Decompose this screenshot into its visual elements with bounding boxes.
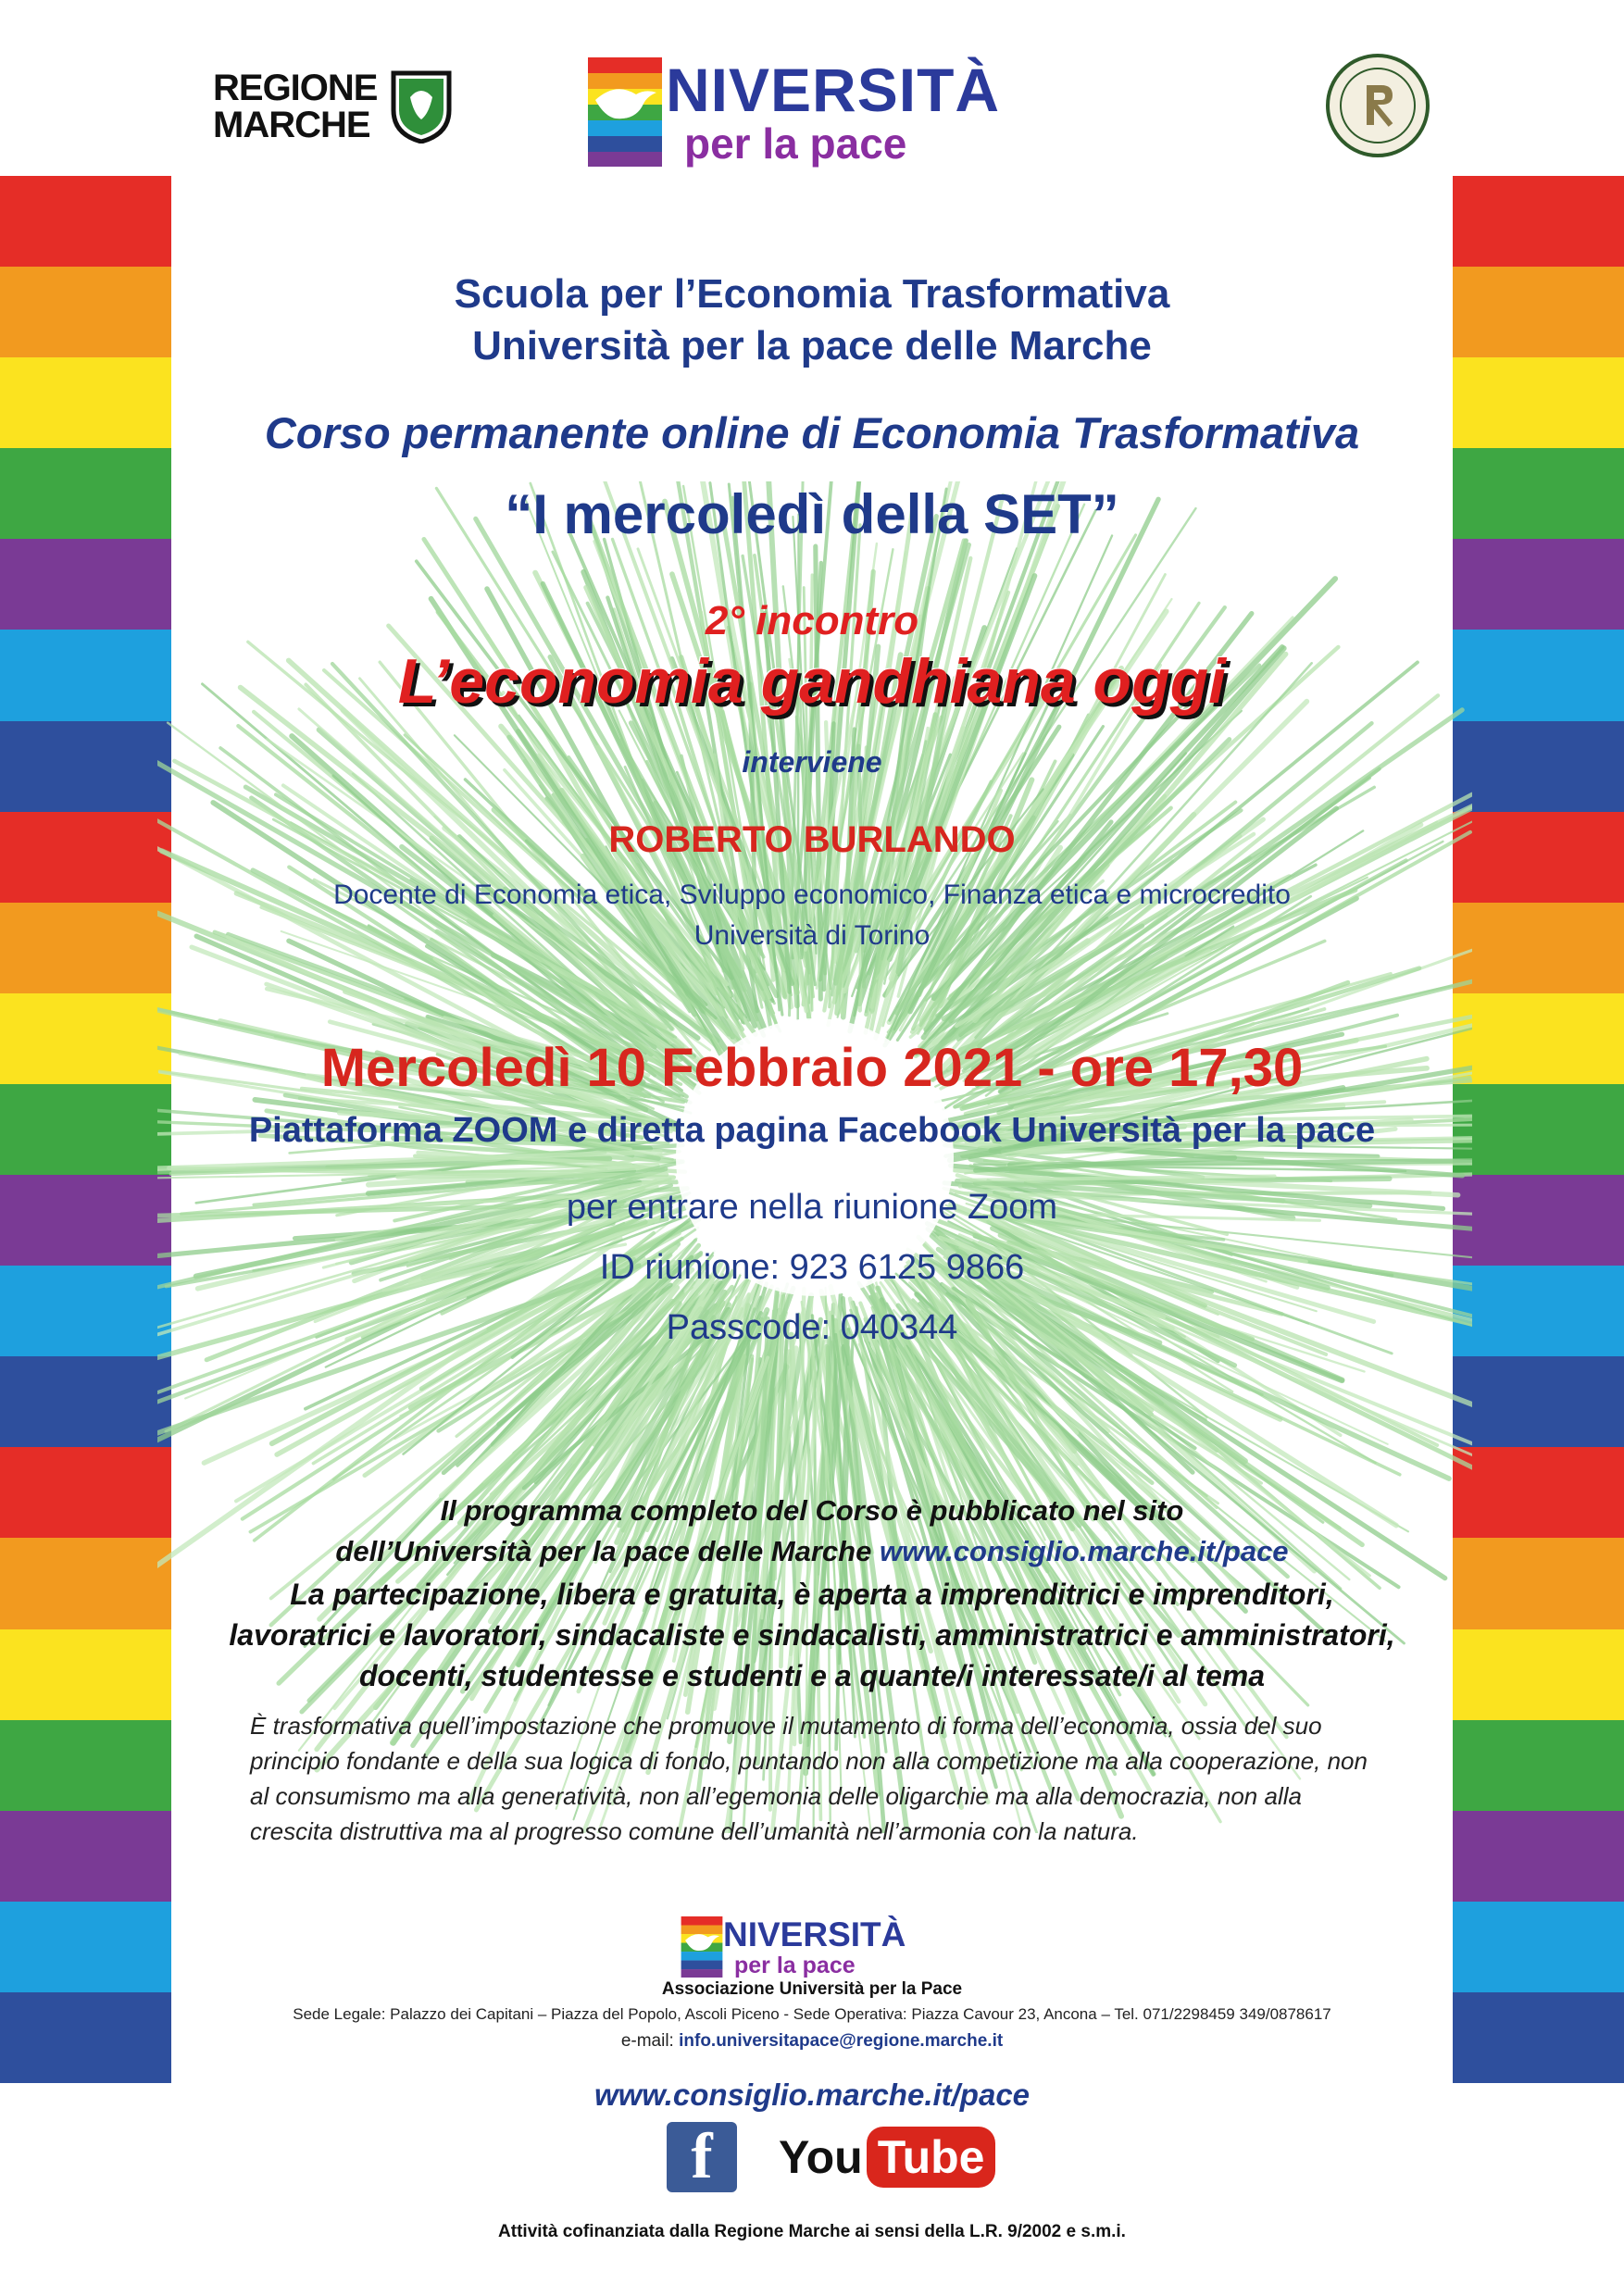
- footer-per-la-pace-wordmark: per la pace: [734, 1953, 856, 1978]
- participation-line1: La partecipazione, libera e gratuita, è aperta a imprenditrici e imprenditori,: [290, 1578, 1334, 1611]
- speaker-role: Docente di Economia etica, Sviluppo economico, Finanza etica e microcredito: [333, 880, 1291, 910]
- school-title-line2: Università per la pace delle Marche: [472, 323, 1152, 368]
- social-links: [667, 2122, 995, 2192]
- rainbow-stripe: [0, 1629, 171, 1720]
- regione-line1: REGIONE: [213, 68, 378, 108]
- rainbow-stripe: [0, 993, 171, 1084]
- speaker-affiliation: Università di Torino: [693, 920, 931, 951]
- association-name: Associazione Università per la Pace: [661, 1979, 963, 1999]
- rainbow-stripe: [0, 176, 171, 267]
- rainbow-stripe: [1453, 812, 1624, 903]
- universita-wordmark: NIVERSITÀ: [666, 56, 1001, 124]
- rainbow-stripe: [0, 1720, 171, 1811]
- rainbow-stripe: [1453, 1720, 1624, 1811]
- rainbow-stripe: [1453, 539, 1624, 630]
- rainbow-stripe: [0, 1084, 171, 1175]
- rainbow-stripe: [1453, 1266, 1624, 1356]
- rainbow-stripe: [1453, 357, 1624, 448]
- regione-marche-shield-icon: [388, 69, 455, 144]
- per-la-pace-wordmark: per la pace: [684, 119, 907, 168]
- program-link[interactable]: www.consiglio.marche.it/pace: [879, 1535, 1289, 1567]
- course-title: Corso permanente online di Economia Trasformativa: [264, 408, 1360, 457]
- rainbow-stripe: [1453, 1538, 1624, 1628]
- rainbow-stripe: [0, 1992, 171, 2083]
- zoom-passcode: Passcode: 040344: [666, 1308, 958, 1347]
- program-info: [171, 1491, 1453, 1572]
- rainbow-stripe: [1453, 1356, 1624, 1447]
- rainbow-stripe: [0, 539, 171, 630]
- youtube-icon[interactable]: [779, 2127, 995, 2188]
- participation-info: [171, 1574, 1453, 1696]
- rainbow-stripe: [0, 1356, 171, 1447]
- participation-line2: lavoratrici e lavoratori, sindacaliste e sindacalisti, amministratrici e amministratori,: [229, 1618, 1395, 1652]
- footer-universita-logo: [681, 1916, 906, 1978]
- event-platform: Piattaforma ZOOM e diretta pagina Facebook Università per la pace: [248, 1111, 1376, 1150]
- event-topic: L’economia gandhiana oggi: [397, 646, 1227, 717]
- rainbow-stripe: [1453, 1447, 1624, 1538]
- rainbow-stripe: [0, 1447, 171, 1538]
- rainbow-stripe: [0, 357, 171, 448]
- participation-line3: docenti, studentesse e studenti e a quante/i interessate/i al tema: [358, 1659, 1266, 1692]
- program-line2-wrap: [171, 1531, 1453, 1572]
- consiglio-regionale-seal-icon: [1326, 54, 1430, 157]
- rainbow-u-dove-icon: [588, 57, 662, 167]
- rainbow-stripe: [0, 448, 171, 539]
- series-title: “I mercoledì della SET”: [505, 483, 1119, 545]
- footer-universita-wordmark: NIVERSITÀ: [723, 1915, 906, 1953]
- zoom-meeting-id: ID riunione: 923 6125 9866: [599, 1248, 1025, 1287]
- intervenes-label: interviene: [742, 745, 882, 779]
- rainbow-stripe: [1453, 1811, 1624, 1902]
- rainbow-stripe: [1453, 1629, 1624, 1720]
- rainbow-stripe: [1453, 721, 1624, 812]
- email-label: e-mail:: [620, 2031, 674, 2051]
- rainbow-stripe: [0, 630, 171, 720]
- rainbow-stripe: [1453, 630, 1624, 720]
- rainbow-stripe: [0, 1266, 171, 1356]
- association-address: Sede Legale: Palazzo dei Capitani – Piazza del Popolo, Ascoli Piceno - Sede Operativa: Piazza Cavour 23, Ancona – Tel. 071/2298459 349/0878617: [293, 2005, 1331, 2023]
- cofinance-note: Attività cofinanziata dalla Regione Marche ai sensi della L.R. 9/2002 e s.m.i.: [498, 2222, 1126, 2241]
- rainbow-stripe: [0, 812, 171, 903]
- rainbow-stripe: [0, 1902, 171, 1992]
- universita-per-la-pace-logo: [588, 57, 1000, 167]
- regione-marche-logo: [213, 69, 455, 144]
- rainbow-stripe: [1453, 903, 1624, 993]
- meeting-number: 2° incontro: [705, 598, 919, 643]
- zoom-details: [171, 1178, 1453, 1358]
- program-line1: Il programma completo del Corso è pubblicato nel sito: [440, 1494, 1184, 1527]
- zoom-intro: per entrare nella riunione Zoom: [566, 1188, 1058, 1227]
- rainbow-stripe: [1453, 1175, 1624, 1266]
- rainbow-stripe: [0, 1538, 171, 1628]
- website-link[interactable]: www.consiglio.marche.it/pace: [593, 2078, 1031, 2112]
- speaker-details: [171, 875, 1453, 956]
- rainbow-stripe: [0, 267, 171, 357]
- association-email-line: [171, 2031, 1453, 2052]
- footer-rainbow-u-dove-icon: [681, 1916, 723, 1978]
- rainbow-stripe: [0, 903, 171, 993]
- rainbow-stripe: [1453, 993, 1624, 1084]
- rainbow-stripe: [1453, 267, 1624, 357]
- rainbow-stripes-right: [1453, 176, 1624, 2083]
- rainbow-stripe: [1453, 448, 1624, 539]
- rainbow-stripe: [0, 721, 171, 812]
- school-title: [171, 268, 1453, 372]
- speaker-name: ROBERTO BURLANDO: [608, 819, 1016, 860]
- rainbow-stripe: [1453, 176, 1624, 267]
- youtube-tube: Tube: [867, 2127, 996, 2188]
- rainbow-stripe: [1453, 1992, 1624, 2083]
- email-link[interactable]: info.universitapace@regione.marche.it: [679, 2031, 1004, 2051]
- rainbow-stripe: [1453, 1902, 1624, 1992]
- program-line2: dell’Università per la pace delle Marche: [335, 1535, 872, 1567]
- facebook-icon[interactable]: f: [667, 2122, 737, 2192]
- rainbow-stripe: [0, 1175, 171, 1266]
- school-title-line1: Scuola per l’Economia Trasformativa: [454, 271, 1170, 317]
- rainbow-stripes-left: [0, 176, 171, 2083]
- transformative-definition: È trasformativa quell’impostazione che promuove il mutamento di forma dell’economia, ossia del suo principio fondante e della sua logica di fondo, puntando non alla competizione ma alla cooperazione, non al consumismo ma alla generatività, non all’egemonia delle oligarchie ma alla democrazia, non alla crescita distruttiva ma al progresso comune dell’umanità nell’armonia con la natura.: [250, 1712, 1368, 1845]
- rainbow-stripe: [0, 1811, 171, 1902]
- rainbow-stripe: [1453, 1084, 1624, 1175]
- regione-line2: MARCHE: [213, 105, 370, 145]
- youtube-you: You: [779, 2131, 863, 2183]
- event-date: Mercoledì 10 Febbraio 2021 - ore 17,30: [320, 1038, 1304, 1098]
